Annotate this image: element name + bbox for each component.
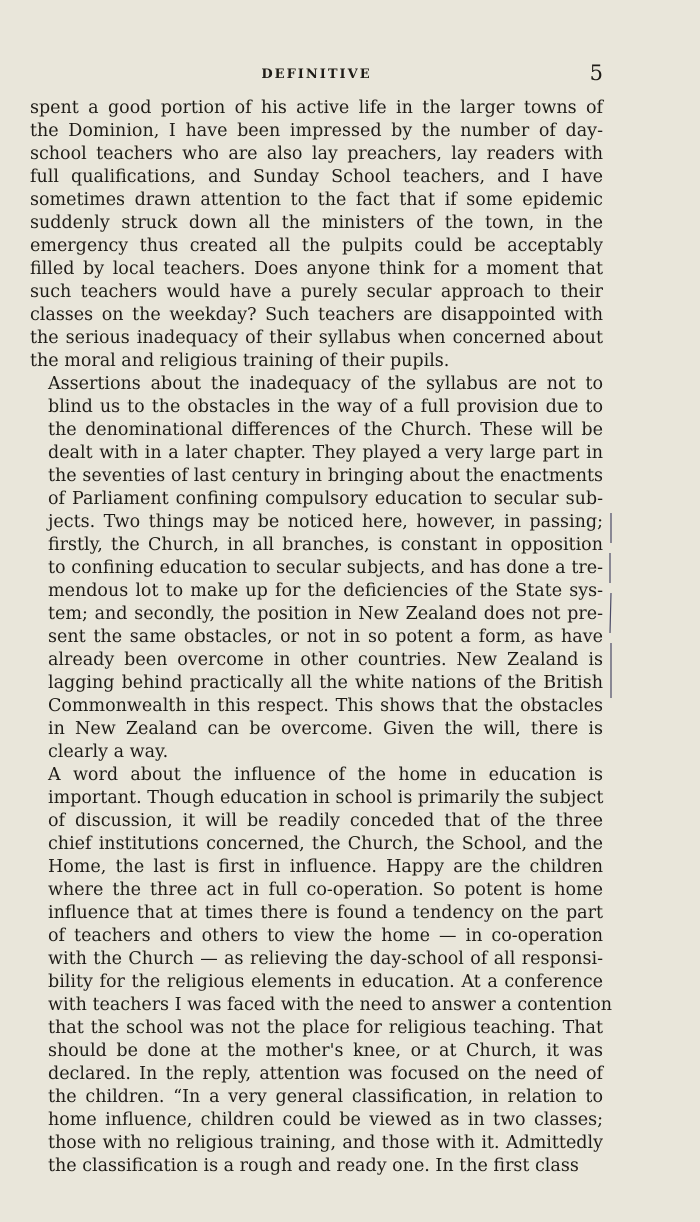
running-head-title: DEFINITIVE bbox=[261, 67, 372, 82]
text-line: Home, the last is first in influence. Happy are the children bbox=[48, 857, 603, 877]
text-line: dealt with in a later chapter. They played a very large part in bbox=[48, 443, 603, 463]
text-line: lagging behind practically all the white nations of the British bbox=[48, 673, 603, 693]
text-line: where the three act in full co-operation. So potent is home bbox=[48, 880, 603, 900]
body-text bbox=[30, 97, 613, 1178]
text-line: the children. “In a very general classification, in relation to bbox=[48, 1087, 603, 1107]
running-header bbox=[30, 63, 603, 91]
text-line: Commonwealth in this respect. This shows that the obstacles bbox=[48, 696, 603, 716]
text-line: bility for the religious elements in education. At a conference bbox=[48, 972, 603, 992]
text-line: such teachers would have a purely secular approach to their bbox=[30, 282, 603, 302]
text-line: of teachers and others to view the home — in co-operation bbox=[48, 926, 603, 946]
text-line: the serious inadequacy of their syllabus when concerned about bbox=[30, 328, 603, 348]
text-line: of discussion, it will be readily conceded that of the three bbox=[48, 811, 603, 831]
text-line: A word about the influence of the home in education is bbox=[48, 765, 603, 785]
text-line: school teachers who are also lay preachers, lay readers with bbox=[30, 144, 603, 164]
text-line: filled by local teachers. Does anyone think for a moment that bbox=[30, 259, 603, 279]
text-line: suddenly struck down all the ministers of the town, in the bbox=[30, 213, 603, 233]
text-line: the denominational differences of the Church. These will be bbox=[48, 420, 603, 440]
text-line: important. Though education in school is primarily the subject bbox=[48, 788, 604, 808]
text-line: sometimes drawn attention to the fact that if some epidemic bbox=[30, 190, 603, 210]
text-line: full qualifications, and Sunday School teachers, and I have bbox=[30, 167, 603, 187]
text-line: chief institutions concerned, the Church, the School, and the bbox=[48, 834, 603, 854]
text-line: firstly, the Church, in all branches, is constant in opposition bbox=[48, 535, 603, 555]
text-line: those with no religious training, and those with it. Admittedly bbox=[48, 1133, 603, 1153]
text-line: spent a good portion of his active life in the larger towns of bbox=[30, 98, 603, 118]
text-line: with the Church — as relieving the day-school of all responsi- bbox=[48, 949, 603, 969]
text-line: that the school was not the place for religious teaching. That bbox=[48, 1018, 603, 1038]
paragraph bbox=[30, 373, 603, 764]
text-line: declared. In the reply, attention was focused on the need of bbox=[48, 1064, 603, 1084]
text-line: in New Zealand can be overcome. Given the will, there is bbox=[48, 719, 603, 739]
margin-pencil-mark bbox=[608, 513, 614, 698]
text-line: of Parliament confining compulsory education to secular sub- bbox=[48, 489, 603, 509]
text-line: already been overcome in other countries. New Zealand is bbox=[48, 650, 603, 670]
paragraph bbox=[30, 764, 613, 1178]
text-line: the moral and religious training of their pupils. bbox=[30, 351, 450, 371]
text-line: jects. Two things may be noticed here, however, in passing; bbox=[48, 512, 603, 532]
text-line: sent the same obstacles, or not in so potent a form, as have bbox=[48, 627, 603, 647]
text-line: should be done at the mother's knee, or at Church, it was bbox=[48, 1041, 603, 1061]
page-number: 5 bbox=[589, 61, 603, 85]
text-line: with teachers I was faced with the need to answer a contention bbox=[48, 995, 613, 1015]
text-line: influence that at times there is found a tendency on the part bbox=[48, 903, 603, 923]
text-line: blind us to the obstacles in the way of a full provision due to bbox=[48, 397, 603, 417]
text-line: emergency thus created all the pulpits could be acceptably bbox=[30, 236, 603, 256]
paragraph bbox=[30, 97, 603, 373]
text-line: the seventies of last century in bringing about the enactments bbox=[48, 466, 603, 486]
text-line: classes on the weekday? Such teachers are disappointed with bbox=[30, 305, 603, 325]
text-line: clearly a way. bbox=[48, 742, 169, 762]
text-line: to confining education to secular subjects, and has done a tre- bbox=[48, 558, 603, 578]
text-line: the Dominion, I have been impressed by the number of day- bbox=[30, 121, 603, 141]
text-line: tem; and secondly, the position in New Zealand does not pre- bbox=[48, 604, 603, 624]
text-line: the classification is a rough and ready one. In the first class bbox=[48, 1156, 579, 1176]
text-line: home influence, children could be viewed as in two classes; bbox=[48, 1110, 603, 1130]
text-line: mendous lot to make up for the deficiencies of the State sys- bbox=[48, 581, 603, 601]
text-line: Assertions about the inadequacy of the syllabus are not to bbox=[48, 374, 603, 394]
